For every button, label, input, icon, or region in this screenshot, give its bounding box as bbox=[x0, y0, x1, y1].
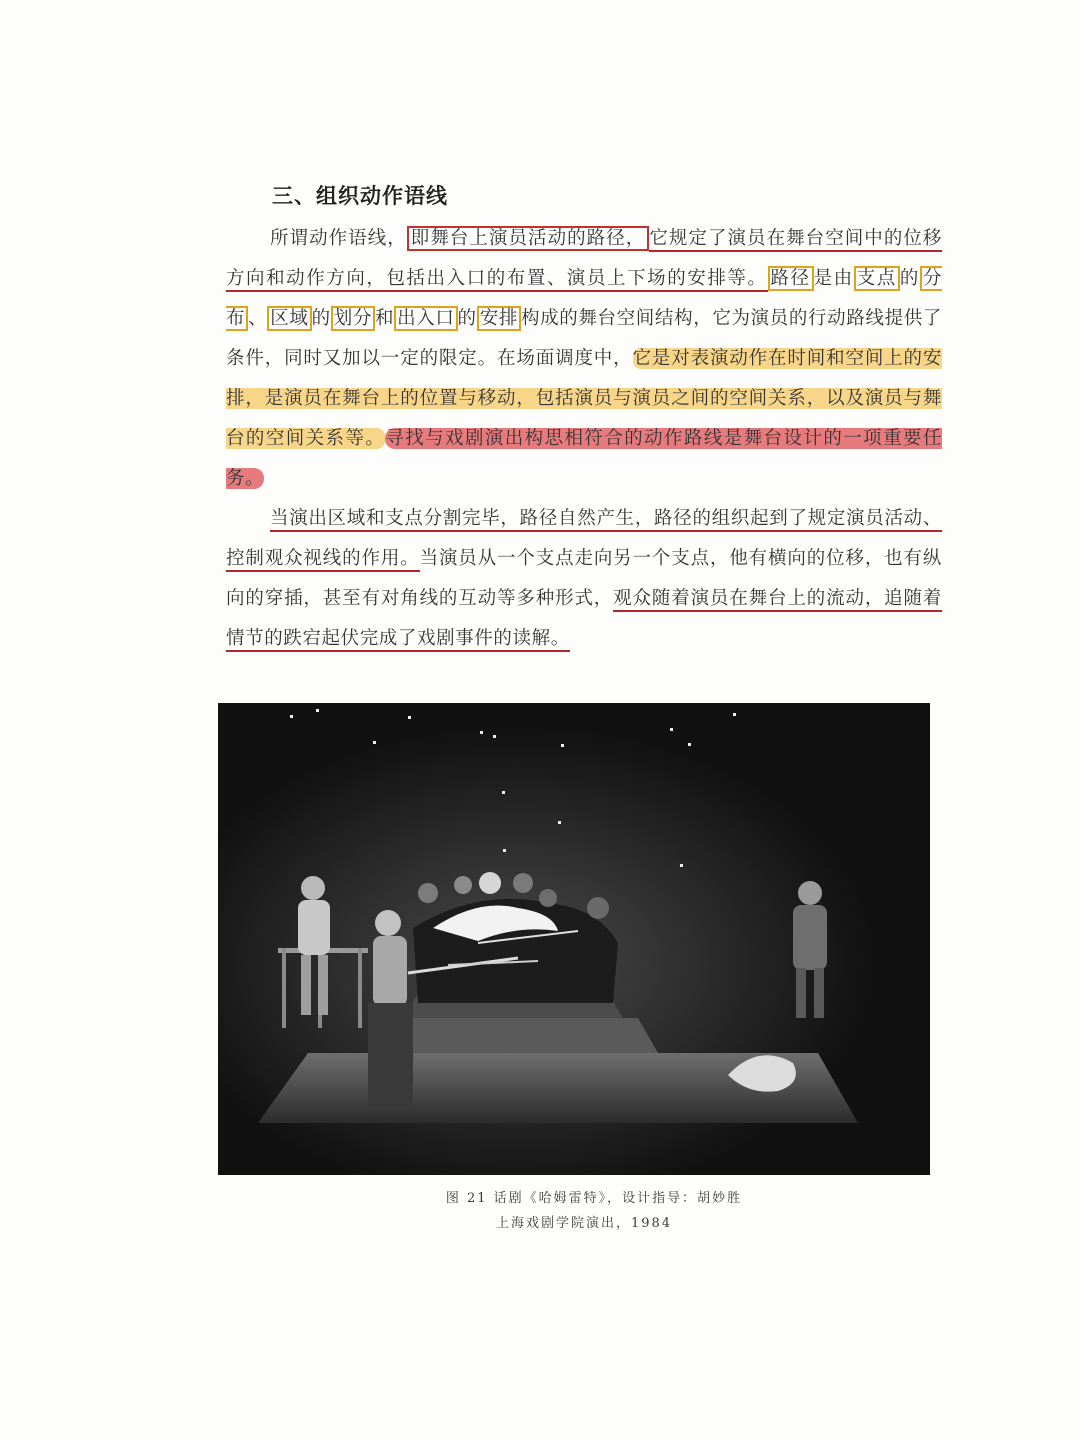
text-run: 的 bbox=[311, 308, 331, 329]
figure-caption-line-2: 上海戏剧学院演出，1984 bbox=[495, 1216, 673, 1231]
boxed-term-area: 区域 bbox=[267, 306, 311, 331]
boxed-term-arrangement: 安排 bbox=[477, 306, 521, 331]
stage-photo bbox=[218, 703, 930, 1175]
highlight-red: 寻找与戏剧演出构思相符合的动作路线是舞台设计的一项重要任务。 bbox=[226, 428, 942, 489]
highlight-yellow: 它是对表演动作在时间和空间上的安排，是演员在舞台上的位置与移动，包括演员与演员之间的空间关系，以及演员与舞台的空间关系等。 bbox=[226, 348, 942, 449]
text-run: 和 bbox=[374, 308, 395, 329]
boxed-term-division: 划分 bbox=[331, 306, 375, 331]
text-run: 所谓动作语线， bbox=[270, 228, 407, 249]
boxed-term-entrance: 出入口 bbox=[394, 306, 457, 331]
paragraph-1 bbox=[226, 219, 942, 499]
text-run: 的 bbox=[899, 268, 920, 289]
boxed-definition: 即舞台上演员活动的路径， bbox=[407, 226, 650, 251]
underlined-text: 它规定了演员在舞台空间中的位移方向和动作方向，包括出入口的布置、演员上下场的安排等。 bbox=[226, 228, 942, 292]
underlined-text: 观众随着演员在舞台上的流动，追随着情节的跌宕起伏完成了戏剧事件的读解。 bbox=[226, 588, 942, 652]
text-run: 是由 bbox=[813, 268, 854, 289]
text-run: 的 bbox=[457, 308, 477, 329]
text-run: 当演员从一个支点走向另一个支点，他有横向的位移，也有纵向的穿插，甚至有对角线的互动等多种形式， bbox=[226, 548, 942, 609]
paragraph-2 bbox=[226, 499, 942, 659]
boxed-term-distribution: 分布 bbox=[226, 268, 943, 329]
figure-caption-line-1: 图 21 话剧《哈姆雷特》，设计指导：胡妙胜 bbox=[445, 1191, 743, 1206]
text-run: 、 bbox=[248, 308, 268, 329]
text-run: 构成的舞台空间结构，它为演员的行动路线提供了条件，同时又加以一定的限定。在场面调度中， bbox=[226, 308, 942, 369]
boxed-term-pivot: 支点 bbox=[854, 266, 900, 291]
boxed-term-path: 路径 bbox=[768, 266, 814, 291]
section-heading: 三、组织动作语线 bbox=[272, 183, 448, 208]
underlined-text: 当演出区域和支点分割完毕，路径自然产生，路径的组织起到了规定演员活动、控制观众视线的作用。 bbox=[226, 508, 942, 572]
